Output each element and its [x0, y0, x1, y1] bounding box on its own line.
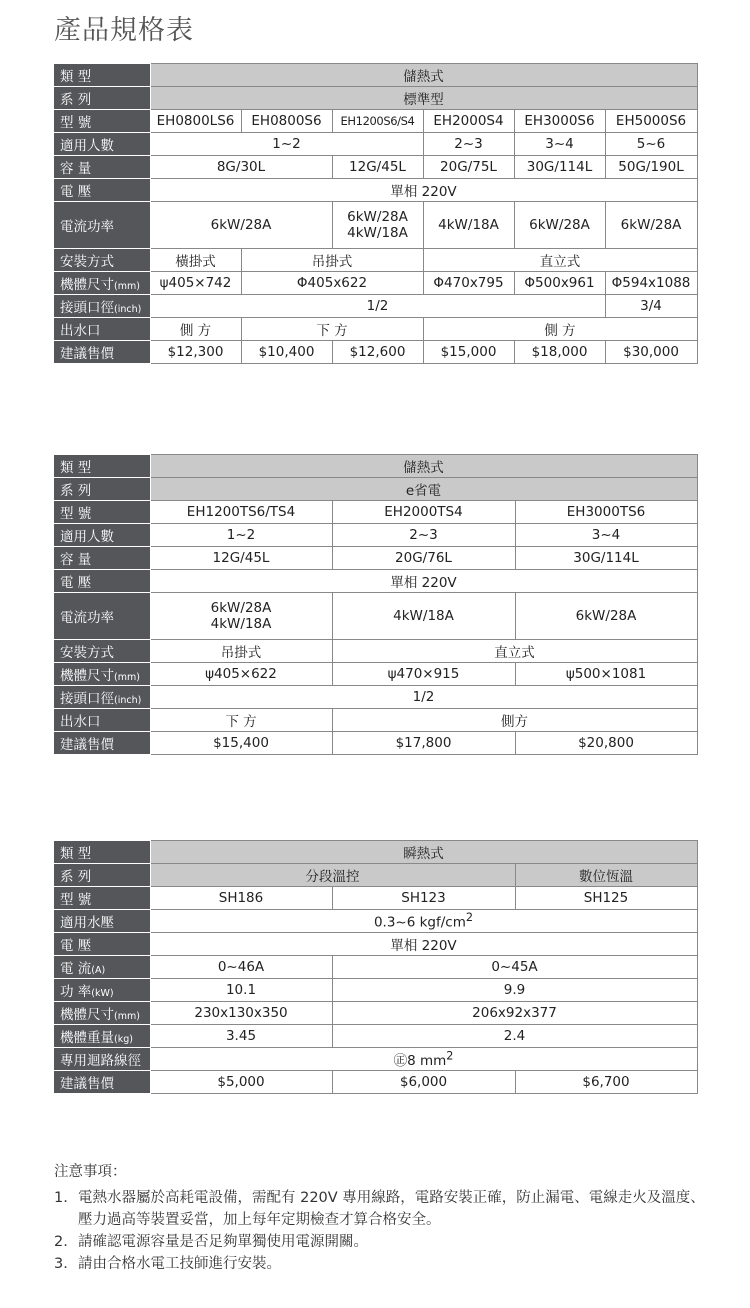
spec-table-standard: [54, 63, 698, 364]
note-number: 2.: [54, 1234, 68, 1250]
row-label-model: 型 號: [54, 110, 150, 133]
people-cell: 5~6: [605, 133, 697, 156]
model-cell: SH125: [515, 887, 697, 910]
row-label-price: 建議售價: [54, 1071, 150, 1094]
row-label-install: 安裝方式: [54, 640, 150, 663]
row-label-type: 類 型: [54, 64, 150, 87]
model-cell: EH1200S6/S4: [332, 110, 423, 133]
type-value: 儲熱式: [150, 455, 697, 478]
capacity-cell: 20G/76L: [332, 547, 515, 570]
note-number: 3.: [54, 1256, 68, 1272]
row-label-model: 型 號: [54, 501, 150, 524]
row-label-power: 電流功率: [54, 593, 150, 640]
series-value: e省電: [150, 478, 697, 501]
model-cell: EH0800LS6: [150, 110, 241, 133]
model-cell: EH0800S6: [241, 110, 332, 133]
row-label-series: 系 列: [54, 87, 150, 110]
people-cell: 3~4: [514, 133, 605, 156]
note-item: [54, 1231, 714, 1253]
size-cell: Φ405x622: [241, 272, 423, 295]
notes-title: 注意事項：: [54, 1164, 127, 1180]
people-cell: 3~4: [515, 524, 697, 547]
row-label-series: 系 列: [54, 864, 150, 887]
model-cell: SH186: [150, 887, 332, 910]
row-label-pressure: 適用水壓: [54, 910, 150, 933]
row-label-wire: 專用迴路線徑: [54, 1048, 150, 1071]
row-label-outlet: 出水口: [54, 709, 150, 732]
size-cell: 230x130x350: [150, 1002, 332, 1025]
power-line: 4kW/18A: [347, 225, 408, 241]
notes-section: [54, 1161, 714, 1275]
row-label-size: 機體尺寸(mm): [54, 663, 150, 686]
power-cell: [332, 202, 423, 249]
watt-cell: 10.1: [150, 979, 332, 1002]
install-cell: 吊掛式: [150, 640, 332, 663]
row-label-current: 電 流(A): [54, 956, 150, 979]
size-cell: Φ470x795: [423, 272, 514, 295]
note-text: 請由合格水電工技師進行安裝。: [78, 1256, 281, 1272]
people-cell: 2~3: [423, 133, 514, 156]
row-label-outlet: 出水口: [54, 318, 150, 341]
row-label-weight: 機體重量(kg): [54, 1025, 150, 1048]
row-label-type: 類 型: [54, 841, 150, 864]
power-cell: 6kW/28A: [150, 202, 332, 249]
capacity-cell: 30G/114L: [515, 547, 697, 570]
price-cell: $15,400: [150, 732, 332, 755]
row-label-size: 機體尺寸(mm): [54, 1002, 150, 1025]
model-cell: EH5000S6: [605, 110, 697, 133]
current-cell: 0~46A: [150, 956, 332, 979]
row-label-voltage: 電 壓: [54, 570, 150, 593]
row-label-price: 建議售價: [54, 732, 150, 755]
row-label-power: 電流功率: [54, 202, 150, 249]
voltage-cell: 單相 220V: [150, 179, 697, 202]
power-line: 4kW/18A: [210, 616, 272, 632]
model-cell: EH2000S4: [423, 110, 514, 133]
weight-cell: 3.45: [150, 1025, 332, 1048]
price-cell: $30,000: [605, 341, 697, 364]
power-cell: 4kW/18A: [423, 202, 514, 249]
row-label-size: 機體尺寸(mm): [54, 272, 150, 295]
capacity-cell: 30G/114L: [514, 156, 605, 179]
pressure-cell: 0.3~6 kgf/$cm^2$: [150, 910, 697, 933]
power-cell: 6kW/28A: [605, 202, 697, 249]
row-label-capacity: 容 量: [54, 547, 150, 570]
note-item: [54, 1253, 714, 1275]
model-cell: SH123: [332, 887, 515, 910]
outlet-cell: 側方: [332, 709, 697, 732]
size-cell: ψ405×622: [150, 663, 332, 686]
row-label-price: 建議售價: [54, 341, 150, 364]
spec-table-eco: [54, 454, 698, 755]
row-label-install: 安裝方式: [54, 249, 150, 272]
series-value: 分段溫控: [150, 864, 515, 887]
size-cell: ψ500×1081: [515, 663, 697, 686]
capacity-cell: 50G/190L: [605, 156, 697, 179]
size-cell: ψ405×742: [150, 272, 241, 295]
price-cell: $15,000: [423, 341, 514, 364]
price-cell: $18,000: [514, 341, 605, 364]
weight-cell: 2.4: [332, 1025, 697, 1048]
capacity-cell: 12G/45L: [150, 547, 332, 570]
row-label-watt: 功 率(kW): [54, 979, 150, 1002]
row-label-pipe: 接頭口徑(inch): [54, 295, 150, 318]
price-cell: $17,800: [332, 732, 515, 755]
power-line: 6kW/28A: [347, 209, 408, 225]
people-cell: 2~3: [332, 524, 515, 547]
row-label-voltage: 電 壓: [54, 179, 150, 202]
outlet-cell: 下 方: [241, 318, 423, 341]
pipe-cell: 1/2: [150, 686, 697, 709]
outlet-cell: 側 方: [150, 318, 241, 341]
row-label-people: 適用人數: [54, 133, 150, 156]
price-cell: $5,000: [150, 1071, 332, 1094]
price-cell: $12,300: [150, 341, 241, 364]
power-cell: 6kW/28A: [514, 202, 605, 249]
size-cell: ψ470×915: [332, 663, 515, 686]
size-cell: Φ594x1088: [605, 272, 697, 295]
note-item: [54, 1187, 714, 1231]
size-cell: 206x92x377: [332, 1002, 697, 1025]
power-cell: [150, 593, 332, 640]
wire-cell: ㊣8 $mm^2$: [150, 1048, 697, 1071]
install-cell: 橫掛式: [150, 249, 241, 272]
model-cell: EH2000TS4: [332, 501, 515, 524]
row-label-people: 適用人數: [54, 524, 150, 547]
row-label-voltage: 電 壓: [54, 933, 150, 956]
install-cell: 直立式: [423, 249, 697, 272]
install-cell: 直立式: [332, 640, 697, 663]
voltage-cell: 單相 220V: [150, 570, 697, 593]
model-cell: EH3000TS6: [515, 501, 697, 524]
pipe-cell: 1/2: [150, 295, 605, 318]
type-value: 儲熱式: [150, 64, 697, 87]
power-line: 6kW/28A: [210, 600, 272, 616]
voltage-cell: 單相 220V: [150, 933, 697, 956]
model-cell: EH1200TS6/TS4: [150, 501, 332, 524]
price-cell: $20,800: [515, 732, 697, 755]
series-value: 數位恆溫: [515, 864, 697, 887]
type-value: 瞬熱式: [150, 841, 697, 864]
spec-table-instant: [54, 840, 698, 1094]
people-cell: 1~2: [150, 133, 423, 156]
row-label-pipe: 接頭口徑(inch): [54, 686, 150, 709]
row-label-series: 系 列: [54, 478, 150, 501]
pipe-cell: 3/4: [605, 295, 697, 318]
price-cell: $6,700: [515, 1071, 697, 1094]
price-cell: $10,400: [241, 341, 332, 364]
price-cell: $12,600: [332, 341, 423, 364]
power-cell: 6kW/28A: [515, 593, 697, 640]
current-cell: 0~45A: [332, 956, 697, 979]
row-label-model: 型 號: [54, 887, 150, 910]
power-cell: 4kW/18A: [332, 593, 515, 640]
install-cell: 吊掛式: [241, 249, 423, 272]
note-text: 請確認電源容量是否足夠單獨使用電源開關。: [78, 1234, 368, 1250]
model-cell: EH3000S6: [514, 110, 605, 133]
capacity-cell: 12G/45L: [332, 156, 423, 179]
series-value: 標準型: [150, 87, 697, 110]
price-cell: $6,000: [332, 1071, 515, 1094]
page-title: 產品規格表: [54, 15, 194, 46]
capacity-cell: 20G/75L: [423, 156, 514, 179]
outlet-cell: 下 方: [150, 709, 332, 732]
people-cell: 1~2: [150, 524, 332, 547]
outlet-cell: 側 方: [423, 318, 697, 341]
capacity-cell: 8G/30L: [150, 156, 332, 179]
note-text: 電熱水器屬於高耗電設備，需配有 220V 專用線路，電路安裝正確，防止漏電、電線走火及溫度、壓力過高等裝置妥當，加上每年定期檢查才算合格安全。: [78, 1190, 705, 1228]
size-cell: Φ500x961: [514, 272, 605, 295]
row-label-type: 類 型: [54, 455, 150, 478]
watt-cell: 9.9: [332, 979, 697, 1002]
note-number: 1.: [54, 1190, 68, 1206]
row-label-capacity: 容 量: [54, 156, 150, 179]
